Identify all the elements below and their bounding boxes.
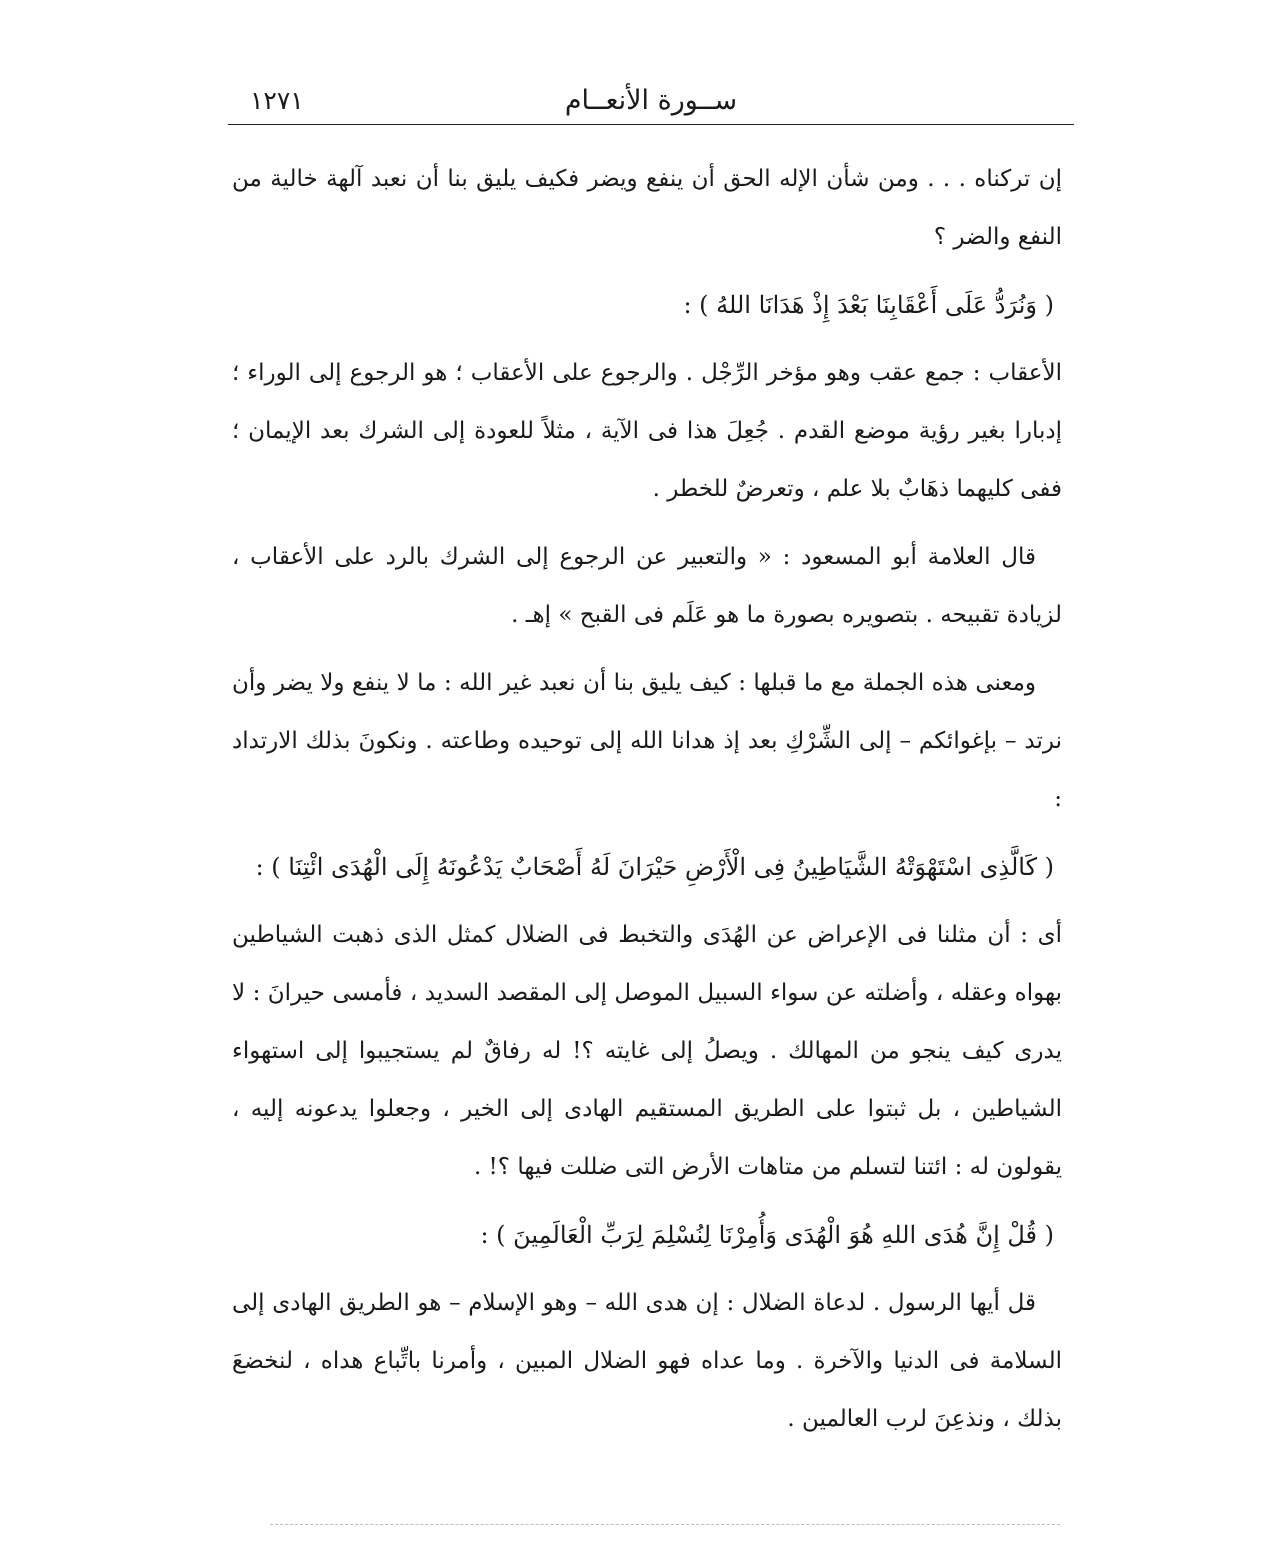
page-number: ١٢٧١ [250, 86, 304, 115]
surah-title: ســورة الأنعــام [564, 85, 738, 116]
header-divider [228, 124, 1074, 125]
quran-verse-3: ( قُلْ إِنَّ هُدَى اللهِ هُوَ الْهُدَى وَأُمِرْنَا لِنُسْلِمَ لِرَبِّ الْعَالَمِينَ ) : [480, 1221, 1054, 1249]
quran-verse-1: ( وَنُرَدُّ عَلَى أَعْقَابِنَا بَعْدَ إِذْ هَدَانَا اللهُ ) : [683, 291, 1054, 319]
bottom-divider [270, 1524, 1060, 1525]
paragraph-4: ومعنى هذه الجملة مع ما قبلها : كيف يليق بنا أن نعبد غير الله : ما لا ينفع ولا يضر وأن نرتد – بإغوائكم – إلى الشِّرْكِ بعد إذ هدانا الله إلى توحيده وطاعته . ونكونَ بذلك الارتداد : [232, 670, 1062, 812]
page-header [228, 78, 1074, 124]
paragraph-5: أى : أن مثلنا فى الإعراض عن الهُدَى والتخبط فى الضلال كمثل الذى ذهبت الشياطين بهواه وعقله ، وأضلته عن سواء السبيل الموصل إلى المقصد السديد ، فأمسى حيرانَ : لا يدرى كيف ينجو من المهالك . ويصلُ إلى غايته ؟! له رفاقٌ لم يستجيبوا إلى استهواء الشياطين ، بل ثبتوا على الطريق المستقيم الهادى إلى الخير ، وجعلوا يدعونه إليه ، يقولون له : ائتنا لتسلم من متاهات الأرض التى ضللت فيها ؟! . [232, 922, 1062, 1180]
paragraph-6: قل أيها الرسول . لدعاة الضلال : إن هدى الله – وهو الإسلام – هو الطريق الهادى إلى السلامة فى الدنيا والآخرة . وما عداه فهو الضلال المبين ، وأمرنا باتِّباع هداه ، لنخضعَ بذلك ، ونذعِنَ لرب العالمين . [232, 1290, 1062, 1432]
quran-verse-2: ( كَالَّذِى اسْتَهْوَتْهُ الشَّيَاطِينُ فِى الْأَرْضِ حَيْرَانَ لَهُ أَصْحَابٌ يَدْعُونَهُ إِلَى الْهُدَى ائْتِنَا ) : [255, 853, 1054, 881]
page-body [232, 150, 1062, 1458]
paragraph-1: إن تركناه . . . ومن شأن الإله الحق أن ينفع ويضر فكيف يليق بنا أن نعبد آلهة خالية من النفع والضر ؟ [232, 166, 1062, 250]
paragraph-2: الأعقاب : جمع عقب وهو مؤخر الرِّجْل . والرجوع على الأعقاب ؛ هو الرجوع إلى الوراء ؛ إدبارا بغير رؤية موضع القدم . جُعِلَ هذا فى الآية ، مثلاً للعودة إلى الشرك بعد الإيمان ؛ ففى كليهما ذهَابٌ بلا علم ، وتعرضٌ للخطر . [232, 360, 1062, 502]
paragraph-3: قال العلامة أبو المسعود : « والتعبير عن الرجوع إلى الشرك بالرد على الأعقاب ، لزيادة تقبيحه . بتصويره بصورة ما هو عَلَم فى القبح » إهـ . [232, 544, 1062, 628]
